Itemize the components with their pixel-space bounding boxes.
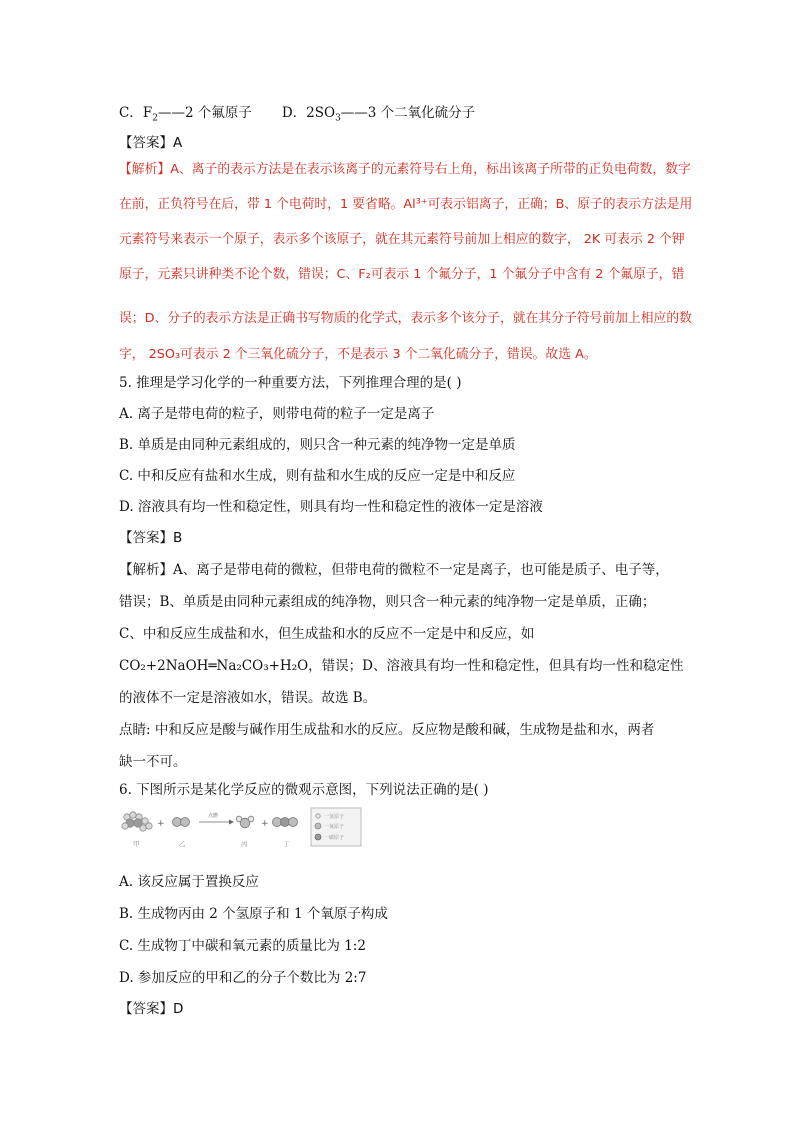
q4-options-line [119,104,679,122]
label-bing: 丙 [241,840,248,848]
diagram-legend [311,808,361,846]
oxygen-atom-icon [315,823,321,829]
q5-analysis-line: 的液体不一定是溶液如水，错误。故选 B。 [119,690,377,706]
legend-hydrogen: 一氢原子 [324,814,345,820]
plus-sign: + [157,819,165,829]
q5-analysis-line: C、中和反应生成盐和水，但生成盐和水的反应不一定是中和反应，如 [119,626,535,642]
q5-stem: 5. 推理是学习化学的一种重要方法，下列推理合理的是( ) [119,375,462,391]
q4-analysis-line: 字， 2SO₃可表示 2 个三氧化硫分子，不是表示 3 个二氧化硫分子，错误。故选 A。 [119,347,597,362]
q6-option-b: B. 生成物丙由 2 个氢原子和 1 个氧原子构成 [119,906,388,922]
q5-note-line: 点睛: 中和反应是酸与碱作用生成盐和水的反应。反应物是酸和碱，生成物是盐和水，两者 [119,722,655,738]
q4-option-c: C．$F_2——2$ 个氟原子 [119,105,252,124]
q4-option-d: D．$2SO_3——3$ 个二氧化硫分子 [281,105,476,124]
arrow-label: 点燃 [208,813,219,819]
reaction-arrow [199,812,234,825]
q5-analysis-line: 【解析】A、离子是带电荷的微粒，但带电荷的微粒不一定是离子，也可能是质子、电子等， [119,562,669,578]
q5-option-d: D. 溶液具有均一性和稳定性，则具有均一性和稳定性的液体一定是溶液 [119,499,543,515]
q5-option-a: A. 离子是带电荷的粒子，则带电荷的粒子一定是离子 [119,406,435,422]
q5-analysis-line: 错误；B、单质是由同种元素组成的纯净物，则只含一种元素的纯净物一定是单质，正确； [119,594,656,610]
reaction-diagram [119,806,365,856]
legend-carbon: 一碳原子 [324,835,345,841]
molecule-jia [122,812,152,831]
q6-option-a: A. 该反应属于置换反应 [119,874,259,890]
q4-analysis-line: 在前，正负符号在后，带 1 个电荷时，1 要省略。Al³⁺可表示铝离子，正确；B、原子的表示方法是用 [119,197,693,212]
q5-option-b: B. 单质是由同种元素组成的，则只含一种元素的纯净物一定是单质 [119,437,516,453]
molecule-bing [236,816,254,828]
plus-sign: + [261,819,269,829]
label-yi: 乙 [179,840,186,848]
q4-analysis-line: 误；D、分子的表示方法是正确书写物质的化学式，表示多个该分子，就在其分子符号前加上相应的数 [119,311,692,326]
q6-option-d: D. 参加反应的甲和乙的分子个数比为 2:7 [119,970,367,986]
hydrogen-atom-icon [316,814,320,818]
carbon-atom-icon [315,834,321,840]
q6-option-c: C. 生成物丁中碳和氧元素的质量比为 1:2 [119,938,366,954]
legend-oxygen: 一氧原子 [324,824,345,830]
molecule-yi [173,818,190,827]
q4-answer: 【答案】A [119,135,183,151]
q4-analysis-line: 【解析】A、离子的表示方法是在表示该离子的元素符号右上角，标出该离子所带的正负电荷数，数字 [119,162,691,177]
label-ding: 丁 [283,840,290,848]
q5-analysis-line: CO₂+2NaOH═Na₂CO₃+H₂O，错误；D、溶液具有均一性和稳定性，但具有均一性和稳定性 [119,658,684,674]
q5-answer: 【答案】B [119,530,183,546]
q6-answer: 【答案】D [119,1001,184,1017]
q5-note-line: 缺一不可。 [119,754,187,770]
molecule-ding [273,818,298,827]
q4-analysis-line: 元素符号来表示一个原子，表示多个该原子，就在其元素符号前加上相应的数字， 2K 可表示 2 个钾 [119,232,685,247]
label-jia: 甲 [133,840,140,848]
q6-stem: 6. 下图所示是某化学反应的微观示意图，下列说法正确的是( ) [119,782,489,798]
q4-analysis-line: 原子，元素只讲种类不论个数，错误；C、F₂可表示 1 个氟分子，1 个氟分子中含有 2 个氟原子，错 [119,267,685,282]
q5-option-c: C. 中和反应有盐和水生成，则有盐和水生成的反应一定是中和反应 [119,468,516,484]
